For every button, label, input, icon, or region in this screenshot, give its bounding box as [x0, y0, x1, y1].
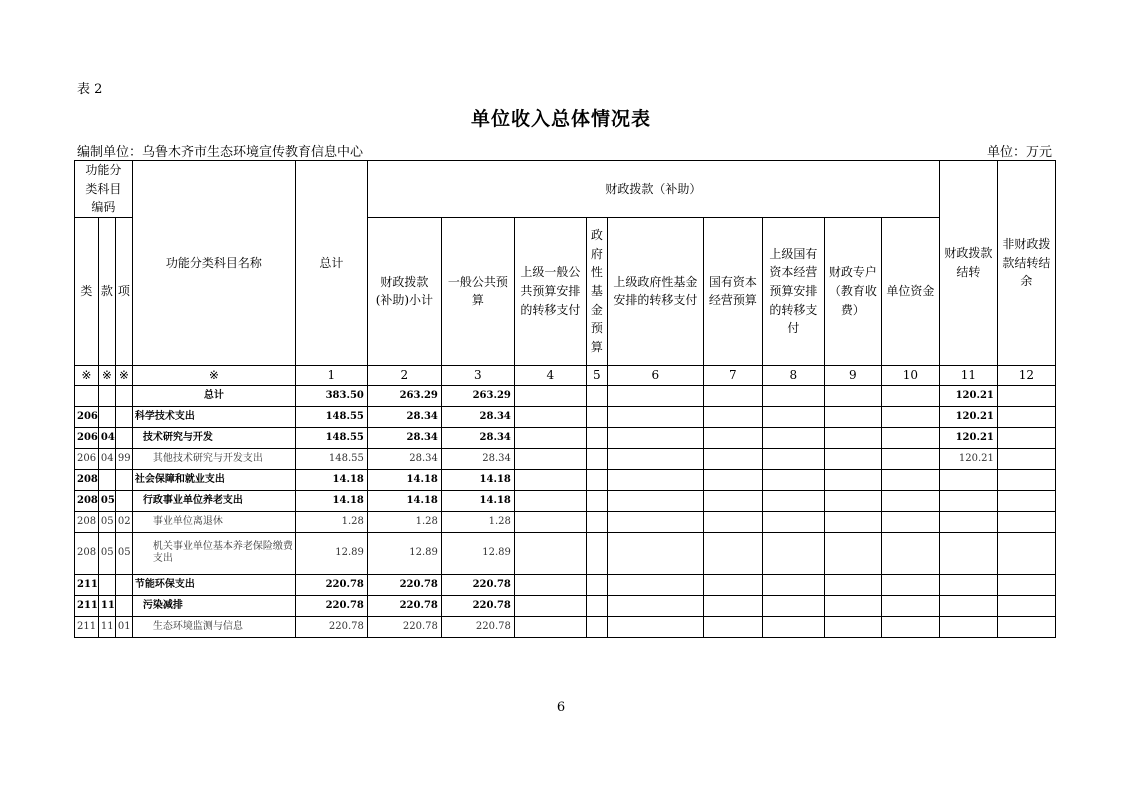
value-cell	[997, 595, 1055, 616]
header-upper-capital-transfer: 上级国有资本经营预算安排的转移支付	[762, 217, 824, 365]
value-cell	[762, 448, 824, 469]
value-cell	[824, 511, 881, 532]
code-lei-cell: 206	[75, 448, 99, 469]
code-lei-cell: 206	[75, 427, 99, 448]
table-row	[75, 595, 1056, 616]
index-cell: 7	[703, 365, 762, 385]
value-cell	[939, 574, 997, 595]
value-cell	[997, 490, 1055, 511]
value-cell: 12.89	[441, 532, 514, 574]
code-lei-cell: 208	[75, 469, 99, 490]
value-cell	[824, 532, 881, 574]
value-cell: 14.18	[441, 469, 514, 490]
header-unit-funds: 单位资金	[881, 217, 939, 365]
value-cell	[607, 448, 703, 469]
value-cell	[881, 448, 939, 469]
table-row	[75, 406, 1056, 427]
subject-name-cell: 科学技术支出	[132, 406, 295, 427]
subject-name-cell: 其他技术研究与开发支出	[132, 448, 295, 469]
value-cell	[514, 595, 586, 616]
page-title: 单位收入总体情况表	[470, 108, 651, 130]
value-cell	[762, 427, 824, 448]
value-cell	[514, 490, 586, 511]
value-cell	[881, 511, 939, 532]
header-upper-fund-transfer: 上级政府性基金安排的转移支付	[607, 217, 703, 365]
index-cell: 6	[607, 365, 703, 385]
code-lei-cell: 211	[75, 616, 99, 637]
code-xiang-cell	[115, 595, 132, 616]
income-table	[74, 160, 1056, 638]
table-row	[75, 448, 1056, 469]
value-cell: 220.78	[367, 616, 441, 637]
value-cell: 12.89	[367, 532, 441, 574]
code-kuan-cell	[98, 574, 115, 595]
value-cell	[703, 469, 762, 490]
value-cell	[881, 385, 939, 406]
value-cell	[997, 385, 1055, 406]
code-lei-cell: 211	[75, 595, 99, 616]
subject-name-cell: 事业单位离退休	[132, 511, 295, 532]
table-row	[75, 385, 1056, 406]
value-cell	[607, 427, 703, 448]
value-cell	[586, 616, 607, 637]
value-cell	[586, 469, 607, 490]
value-cell	[703, 532, 762, 574]
value-cell	[514, 574, 586, 595]
value-cell	[824, 448, 881, 469]
header-xiang: 项	[115, 217, 132, 365]
header-upper-general-transfer: 上级一般公共预算安排的转移支付	[514, 217, 586, 365]
value-cell: 120.21	[939, 385, 997, 406]
header-code-group: 功能分类科目编码	[75, 161, 133, 218]
index-cell: 12	[997, 365, 1055, 385]
subject-name-cell: 行政事业单位养老支出	[132, 490, 295, 511]
value-cell	[997, 448, 1055, 469]
header-kuan: 款	[98, 217, 115, 365]
value-cell: 14.18	[367, 490, 441, 511]
value-cell	[824, 595, 881, 616]
header-fiscal-carryover: 财政拨款结转	[939, 161, 997, 366]
value-cell	[514, 532, 586, 574]
subject-name-cell: 机关事业单位基本养老保险缴费支出	[132, 532, 295, 574]
value-cell	[703, 385, 762, 406]
value-cell: 14.18	[441, 490, 514, 511]
value-cell: 383.50	[295, 385, 367, 406]
value-cell	[881, 595, 939, 616]
index-cell: 8	[762, 365, 824, 385]
value-cell: 220.78	[295, 616, 367, 637]
header-fiscal-subtotal: 财政拨款(补助)小计	[367, 217, 441, 365]
value-cell: 148.55	[295, 448, 367, 469]
header-lei: 类	[75, 217, 99, 365]
value-cell	[703, 616, 762, 637]
value-cell: 14.18	[295, 490, 367, 511]
value-cell: 120.21	[939, 406, 997, 427]
code-kuan-cell: 05	[98, 532, 115, 574]
subject-name-cell: 污染减排	[132, 595, 295, 616]
value-cell	[762, 490, 824, 511]
code-lei-cell: 208	[75, 490, 99, 511]
code-xiang-cell	[115, 490, 132, 511]
value-cell: 28.34	[367, 448, 441, 469]
compiling-unit: 编制单位：乌鲁木齐市生态环境宣传教育信息中心	[77, 145, 364, 160]
currency-unit: 单位：万元	[986, 145, 1052, 160]
code-lei-cell: 208	[75, 532, 99, 574]
index-cell: 11	[939, 365, 997, 385]
header-gov-fund-budget: 政府性基金预算	[586, 217, 607, 365]
value-cell	[586, 511, 607, 532]
index-cell: ※	[98, 365, 115, 385]
value-cell	[881, 616, 939, 637]
value-cell: 1.28	[441, 511, 514, 532]
value-cell: 14.18	[295, 469, 367, 490]
code-kuan-cell	[98, 469, 115, 490]
code-lei-cell: 211	[75, 574, 99, 595]
index-cell: 10	[881, 365, 939, 385]
code-xiang-cell: 99	[115, 448, 132, 469]
value-cell	[514, 616, 586, 637]
value-cell	[824, 616, 881, 637]
value-cell	[824, 427, 881, 448]
subject-name-cell: 生态环境监测与信息	[132, 616, 295, 637]
value-cell	[939, 511, 997, 532]
value-cell	[762, 385, 824, 406]
value-cell: 28.34	[441, 427, 514, 448]
value-cell	[824, 574, 881, 595]
index-cell: ※	[132, 365, 295, 385]
value-cell	[997, 511, 1055, 532]
subject-name-cell: 总计	[132, 385, 295, 406]
header-name: 功能分类科目名称	[132, 161, 295, 366]
subject-name-cell: 技术研究与开发	[132, 427, 295, 448]
value-cell	[586, 427, 607, 448]
code-kuan-cell: 11	[98, 616, 115, 637]
header-fiscal-group: 财政拨款（补助）	[367, 161, 939, 218]
header-general-budget: 一般公共预算	[441, 217, 514, 365]
page-number: 6	[556, 700, 566, 715]
value-cell	[881, 406, 939, 427]
code-kuan-cell	[98, 385, 115, 406]
value-cell	[586, 385, 607, 406]
value-cell	[607, 511, 703, 532]
subject-name-cell: 社会保障和就业支出	[132, 469, 295, 490]
value-cell: 220.78	[295, 574, 367, 595]
index-cell: ※	[75, 365, 99, 385]
value-cell	[703, 448, 762, 469]
value-cell: 28.34	[441, 448, 514, 469]
value-cell	[997, 532, 1055, 574]
value-cell: 220.78	[441, 595, 514, 616]
value-cell	[607, 616, 703, 637]
header-special-account: 财政专户（教育收费）	[824, 217, 881, 365]
value-cell: 220.78	[441, 616, 514, 637]
table-row	[75, 511, 1056, 532]
value-cell	[703, 574, 762, 595]
value-cell	[881, 469, 939, 490]
index-cell: 2	[367, 365, 441, 385]
value-cell	[762, 511, 824, 532]
index-cell: 9	[824, 365, 881, 385]
value-cell: 220.78	[367, 595, 441, 616]
value-cell: 220.78	[295, 595, 367, 616]
value-cell	[997, 427, 1055, 448]
code-kuan-cell: 05	[98, 490, 115, 511]
value-cell	[586, 490, 607, 511]
code-kuan-cell: 05	[98, 511, 115, 532]
value-cell	[997, 574, 1055, 595]
value-cell: 220.78	[441, 574, 514, 595]
code-kuan-cell: 04	[98, 427, 115, 448]
value-cell	[824, 469, 881, 490]
index-cell: 4	[514, 365, 586, 385]
code-xiang-cell	[115, 469, 132, 490]
value-cell	[881, 427, 939, 448]
value-cell	[514, 469, 586, 490]
value-cell	[762, 595, 824, 616]
value-cell	[703, 490, 762, 511]
value-cell: 1.28	[367, 511, 441, 532]
value-cell: 263.29	[367, 385, 441, 406]
code-xiang-cell	[115, 574, 132, 595]
code-xiang-cell	[115, 427, 132, 448]
value-cell	[586, 406, 607, 427]
code-lei-cell: 208	[75, 511, 99, 532]
value-cell	[703, 427, 762, 448]
index-row	[75, 365, 1056, 385]
code-xiang-cell: 02	[115, 511, 132, 532]
code-kuan-cell: 04	[98, 448, 115, 469]
table-row	[75, 427, 1056, 448]
value-cell	[586, 532, 607, 574]
value-cell	[824, 490, 881, 511]
value-cell	[997, 469, 1055, 490]
value-cell	[586, 448, 607, 469]
index-cell: 1	[295, 365, 367, 385]
value-cell	[881, 574, 939, 595]
subject-name-cell: 节能环保支出	[132, 574, 295, 595]
value-cell: 148.55	[295, 427, 367, 448]
code-xiang-cell: 05	[115, 532, 132, 574]
value-cell	[514, 385, 586, 406]
value-cell	[939, 532, 997, 574]
value-cell	[514, 511, 586, 532]
code-xiang-cell: 01	[115, 616, 132, 637]
table-row	[75, 616, 1056, 637]
index-cell: 5	[586, 365, 607, 385]
value-cell	[762, 532, 824, 574]
value-cell	[607, 385, 703, 406]
value-cell: 120.21	[939, 427, 997, 448]
code-kuan-cell	[98, 406, 115, 427]
value-cell: 28.34	[367, 406, 441, 427]
value-cell	[607, 595, 703, 616]
value-cell: 28.34	[441, 406, 514, 427]
value-cell	[762, 406, 824, 427]
value-cell: 1.28	[295, 511, 367, 532]
value-cell	[881, 490, 939, 511]
value-cell	[939, 595, 997, 616]
value-cell	[607, 532, 703, 574]
value-cell	[939, 616, 997, 637]
value-cell	[607, 574, 703, 595]
table-number: 表 2	[77, 82, 103, 97]
index-cell: 3	[441, 365, 514, 385]
index-cell: ※	[115, 365, 132, 385]
value-cell	[997, 616, 1055, 637]
value-cell	[824, 406, 881, 427]
value-cell	[586, 574, 607, 595]
value-cell: 12.89	[295, 532, 367, 574]
value-cell: 14.18	[367, 469, 441, 490]
value-cell	[514, 427, 586, 448]
value-cell	[881, 532, 939, 574]
value-cell	[607, 406, 703, 427]
table-row	[75, 490, 1056, 511]
code-lei-cell	[75, 385, 99, 406]
value-cell: 148.55	[295, 406, 367, 427]
header-total: 总计	[295, 161, 367, 366]
header-state-capital-budget: 国有资本经营预算	[703, 217, 762, 365]
value-cell	[607, 490, 703, 511]
table-row	[75, 532, 1056, 574]
value-cell	[762, 616, 824, 637]
value-cell	[514, 406, 586, 427]
value-cell	[514, 448, 586, 469]
value-cell	[939, 469, 997, 490]
value-cell	[586, 595, 607, 616]
value-cell	[703, 595, 762, 616]
code-xiang-cell	[115, 385, 132, 406]
value-cell: 28.34	[367, 427, 441, 448]
value-cell	[997, 406, 1055, 427]
value-cell: 120.21	[939, 448, 997, 469]
table-row	[75, 574, 1056, 595]
value-cell: 220.78	[367, 574, 441, 595]
table-row	[75, 469, 1056, 490]
value-cell	[607, 469, 703, 490]
value-cell	[939, 490, 997, 511]
value-cell: 263.29	[441, 385, 514, 406]
header-nonfiscal-carryover: 非财政拨款结转结余	[997, 161, 1055, 366]
value-cell	[703, 511, 762, 532]
code-lei-cell: 206	[75, 406, 99, 427]
code-kuan-cell: 11	[98, 595, 115, 616]
value-cell	[762, 574, 824, 595]
value-cell	[824, 385, 881, 406]
code-xiang-cell	[115, 406, 132, 427]
value-cell	[762, 469, 824, 490]
value-cell	[703, 406, 762, 427]
